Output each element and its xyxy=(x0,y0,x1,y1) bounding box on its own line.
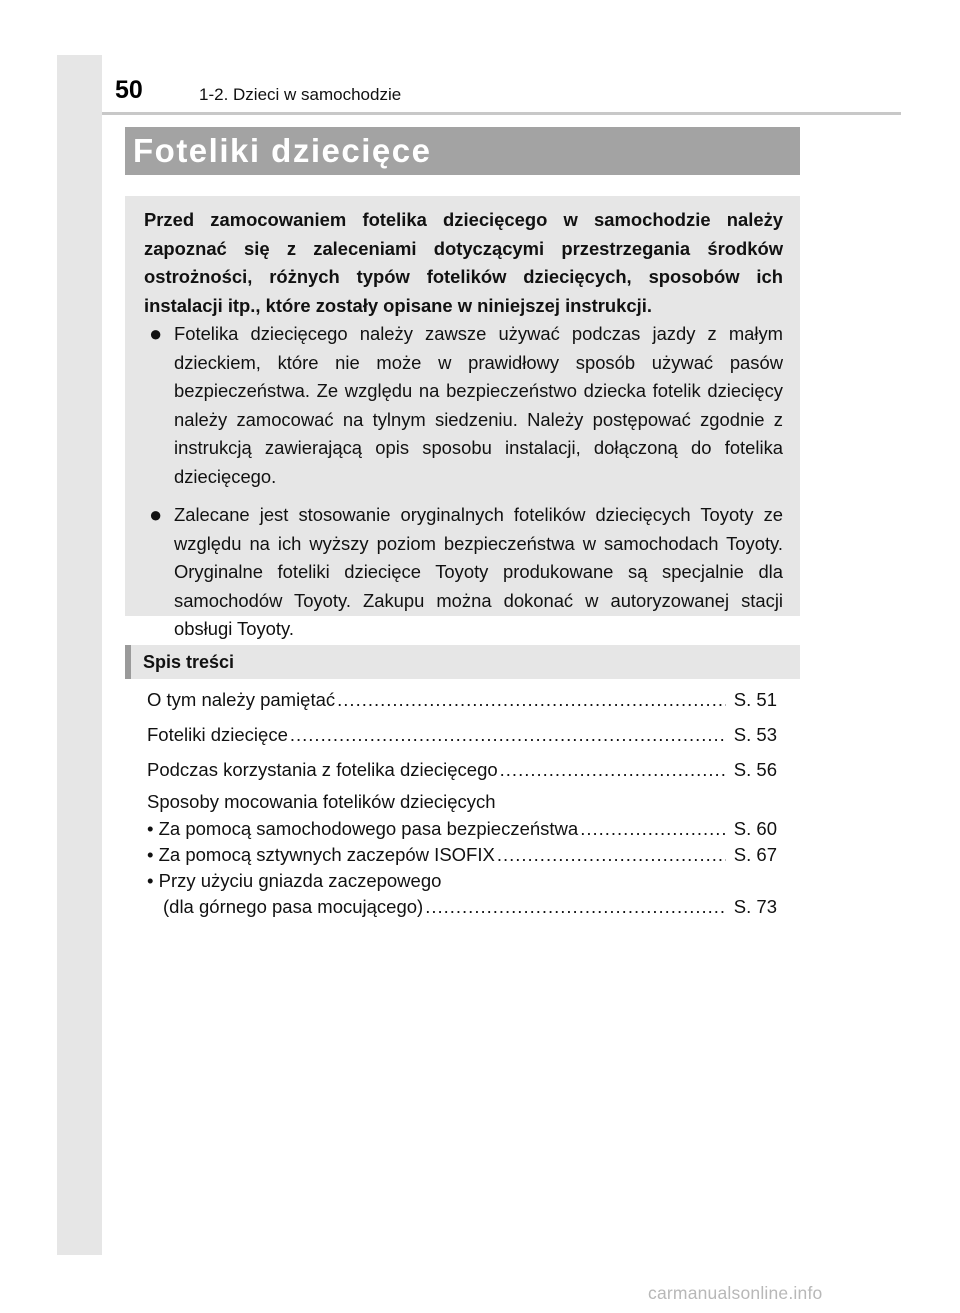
header-divider xyxy=(102,112,901,115)
toc-entry-page: S. 53 xyxy=(733,724,777,745)
toc-list xyxy=(147,685,777,920)
watermark-text: carmanualsonline.info xyxy=(648,1283,823,1303)
page-number: 50 xyxy=(115,76,143,104)
toc-entry[interactable] xyxy=(147,720,777,755)
bullet-text: Zalecane jest stosowanie oryginalnych fotelików dziecięcych Toyoty ze względu na ich wyższy poziom bezpieczeństwa w samochodach Toyoty. Oryginalne foteliki dziecięce Toyoty produkowane są specjalnie dla samochodów Toyoty. Zakupu można dokonać w autoryzowanej stacji obsługi Toyoty. xyxy=(174,504,783,639)
toc-sub-label: • Za pomocą samochodowego pasa bezpieczeństwa xyxy=(147,818,579,839)
toc-sub-entry[interactable] xyxy=(147,894,777,920)
toc-header: Spis treści xyxy=(125,645,800,679)
toc-leader-dots xyxy=(500,755,726,785)
side-band xyxy=(57,55,102,1255)
toc-sub-label: • Za pomocą sztywnych zaczepów ISOFIX xyxy=(147,844,495,865)
toc-entry[interactable] xyxy=(147,755,777,790)
bullet-text: Fotelika dziecięcego należy zawsze używać podczas jazdy z małym dzieckiem, które nie może w prawidłowy sposób używać pasów bezpieczeństwa. Ze względu na bezpieczeństwo dziecka fotelik dziecięcy należy zamocować na tylnym siedzeniu. Należy postępować zgodnie z instrukcją zawierającą opis sposobu instalacji, dołączoną do fotelika dziecięcego. xyxy=(174,323,783,487)
toc-entry[interactable] xyxy=(147,685,777,720)
bullet-item xyxy=(144,501,783,644)
toc-group-title: Sposoby mocowania fotelików dziecięcych xyxy=(147,791,496,812)
toc-sub-label-line2: (dla górnego pasa mocującego) xyxy=(163,896,424,917)
toc-sub-page: S. 67 xyxy=(733,844,777,865)
toc-leader-dots xyxy=(337,685,726,715)
toc-entry-page: S. 56 xyxy=(733,759,777,780)
bullet-dot-icon: ● xyxy=(149,321,163,346)
toc-sub-page: S. 60 xyxy=(733,818,777,839)
chapter-title: 1-2. Dzieci w samochodzie xyxy=(199,85,402,104)
section-title: Foteliki dziecięce xyxy=(125,127,800,175)
toc-leader-dots xyxy=(290,720,726,750)
bullet-item xyxy=(144,320,783,491)
toc-sub-entry[interactable] xyxy=(147,816,777,842)
toc-entry-label: O tym należy pamiętać xyxy=(147,689,336,710)
toc-sub-entry[interactable] xyxy=(147,842,777,868)
toc-leader-dots xyxy=(580,816,726,842)
toc-leader-dots xyxy=(497,842,726,868)
bullet-dot-icon: ● xyxy=(149,502,163,527)
toc-entry-label: Foteliki dziecięce xyxy=(147,724,288,745)
toc-entry-page: S. 51 xyxy=(733,689,777,710)
toc-sub-page: S. 73 xyxy=(733,896,777,917)
toc-entry-label: Podczas korzystania z fotelika dziecięcego xyxy=(147,759,498,780)
toc-sub-label-line1[interactable]: • Przy użyciu gniazda zaczepowego xyxy=(147,870,442,891)
toc-leader-dots xyxy=(425,894,726,920)
intro-bold-text: Przed zamocowaniem fotelika dziecięcego w samochodzie należy zapoznać się z zaleceniami dotyczącymi przestrzegania środków ostrożności, różnych typów fotelików dziecięcych, sposobów ich instalacji itp., które zostały opisane w niniejszej instrukcji. xyxy=(144,209,783,316)
intro-box xyxy=(125,196,800,639)
